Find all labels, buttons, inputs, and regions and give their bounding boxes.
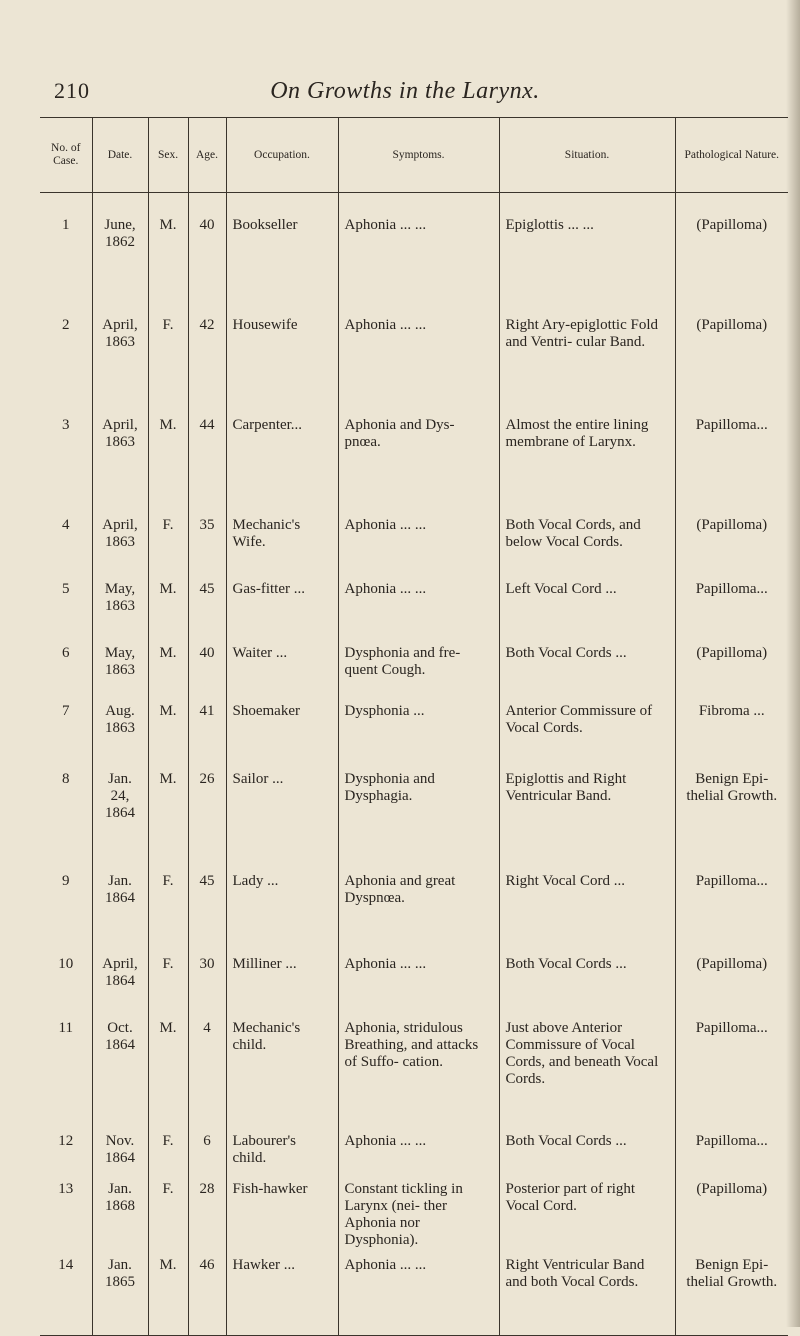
cell-situation: Both Vocal Cords, and below Vocal Cords. xyxy=(499,509,675,573)
cell-sex: F. xyxy=(148,948,188,1012)
cell-sex: M. xyxy=(148,1249,188,1336)
cell-symptoms: Constant tickling in Larynx (nei- ther Aphonia nor Dysphonia). xyxy=(338,1173,499,1249)
cell-pathological: (Papilloma) xyxy=(675,637,788,695)
cell-age: 42 xyxy=(188,309,226,409)
cell-pathological: Benign Epi- thelial Growth. xyxy=(675,1249,788,1336)
cell-date: Jan. 1865 xyxy=(92,1249,148,1336)
cell-occupation: Waiter ... xyxy=(226,637,338,695)
cell-no: 11 xyxy=(58,1020,73,1036)
cell-date: Aug. 1863 xyxy=(92,695,148,763)
table-row xyxy=(40,763,788,865)
cell-pathological: Papilloma... xyxy=(675,409,788,509)
col-header-pathological: Pathological Nature. xyxy=(675,118,788,193)
cell-no: 2 xyxy=(62,317,70,333)
col-header-occupation: Occupation. xyxy=(226,118,338,193)
cell-occupation: Sailor ... xyxy=(226,763,338,865)
cell-no: 9 xyxy=(62,873,70,889)
page-header xyxy=(40,78,770,118)
cell-situation: Both Vocal Cords ... xyxy=(499,637,675,695)
cell-situation: Right Ary-epiglottic Fold and Ventri- cular Band. xyxy=(499,309,675,409)
table-row xyxy=(40,1125,788,1173)
cell-situation: Almost the entire lining membrane of Larynx. xyxy=(499,409,675,509)
cell-age: 28 xyxy=(188,1173,226,1249)
cell-sex: F. xyxy=(148,309,188,409)
col-header-sex: Sex. xyxy=(148,118,188,193)
cell-no: 5 xyxy=(62,581,70,597)
cell-occupation: Labourer's child. xyxy=(226,1125,338,1173)
table-row xyxy=(40,1012,788,1125)
cell-age: 45 xyxy=(188,865,226,948)
cell-pathological: Benign Epi- thelial Growth. xyxy=(675,763,788,865)
cell-situation: Just above Anterior Commissure of Vocal Cords, and beneath Vocal Cords. xyxy=(499,1012,675,1125)
cell-occupation: Lady ... xyxy=(226,865,338,948)
cell-sex: F. xyxy=(148,865,188,948)
cell-symptoms: Aphonia ... ... xyxy=(338,948,499,1012)
cell-no: 13 xyxy=(58,1181,74,1197)
cell-age: 46 xyxy=(188,1249,226,1336)
cell-sex: M. xyxy=(148,637,188,695)
table-row xyxy=(40,1173,788,1249)
cell-situation: Both Vocal Cords ... xyxy=(499,1125,675,1173)
col-header-age: Age. xyxy=(188,118,226,193)
cell-symptoms: Aphonia and great Dyspnœa. xyxy=(338,865,499,948)
cell-symptoms: Dysphonia ... xyxy=(338,695,499,763)
cell-no: 7 xyxy=(62,703,70,719)
cell-pathological: (Papilloma) xyxy=(675,509,788,573)
cell-age: 40 xyxy=(188,193,226,310)
cell-sex: M. xyxy=(148,763,188,865)
cell-symptoms: Aphonia ... ... xyxy=(338,193,499,310)
cell-sex: F. xyxy=(148,1125,188,1173)
table-row xyxy=(40,695,788,763)
cell-no: 10 xyxy=(58,956,74,972)
cell-no: 3 xyxy=(62,417,70,433)
cell-date: Jan. 24, 1864 xyxy=(92,763,148,865)
cell-occupation: Gas-fitter ... xyxy=(226,573,338,637)
cell-pathological: Fibroma ... xyxy=(675,695,788,763)
cell-sex: F. xyxy=(148,509,188,573)
cell-pathological: Papilloma... xyxy=(675,1012,788,1125)
table-row xyxy=(40,509,788,573)
table-row xyxy=(40,573,788,637)
cell-situation: Epiglottis ... ... xyxy=(499,193,675,310)
cell-age: 26 xyxy=(188,763,226,865)
cell-date: Jan. 1864 xyxy=(92,865,148,948)
table-header-row xyxy=(40,118,788,193)
cell-age: 30 xyxy=(188,948,226,1012)
cell-situation: Epiglottis and Right Ventricular Band. xyxy=(499,763,675,865)
cell-age: 40 xyxy=(188,637,226,695)
col-header-symptoms: Symptoms. xyxy=(338,118,499,193)
cell-situation: Right Vocal Cord ... xyxy=(499,865,675,948)
cell-pathological: Papilloma... xyxy=(675,1125,788,1173)
cell-occupation: Housewife xyxy=(226,309,338,409)
cell-date: Jan. 1868 xyxy=(92,1173,148,1249)
page-number: 210 xyxy=(54,78,90,103)
table-row xyxy=(40,409,788,509)
cell-occupation: Milliner ... xyxy=(226,948,338,1012)
cell-sex: M. xyxy=(148,695,188,763)
cell-symptoms: Aphonia ... ... xyxy=(338,509,499,573)
cell-symptoms: Aphonia ... ... xyxy=(338,573,499,637)
cell-no: 8 xyxy=(62,771,70,787)
cell-sex: M. xyxy=(148,573,188,637)
cell-pathological: (Papilloma) xyxy=(675,948,788,1012)
cell-no: 1 xyxy=(62,217,70,233)
cell-age: 35 xyxy=(188,509,226,573)
cell-age: 6 xyxy=(188,1125,226,1173)
cell-situation: Both Vocal Cords ... xyxy=(499,948,675,1012)
cell-occupation: Mechanic's Wife. xyxy=(226,509,338,573)
cell-age: 4 xyxy=(188,1012,226,1125)
cell-date: Oct. 1864 xyxy=(92,1012,148,1125)
cell-occupation: Shoemaker xyxy=(226,695,338,763)
table-row xyxy=(40,309,788,409)
cell-sex: M. xyxy=(148,1012,188,1125)
cell-occupation: Mechanic's child. xyxy=(226,1012,338,1125)
cell-situation: Left Vocal Cord ... xyxy=(499,573,675,637)
cell-no: 14 xyxy=(40,1249,92,1336)
cell-no: 4 xyxy=(62,517,70,533)
cell-sex: M. xyxy=(148,409,188,509)
table-row xyxy=(40,1249,788,1336)
table-row xyxy=(40,637,788,695)
cases-table xyxy=(40,117,788,1336)
cell-date: May, 1863 xyxy=(92,637,148,695)
cell-no: 12 xyxy=(58,1133,74,1149)
cell-symptoms: Aphonia ... ... xyxy=(338,1249,499,1336)
cell-date: April, 1863 xyxy=(92,309,148,409)
col-header-situation: Situation. xyxy=(499,118,675,193)
page-edge-shadow xyxy=(786,0,800,1327)
cell-date: May, 1863 xyxy=(92,573,148,637)
cell-situation: Right Ventricular Band and both Vocal Cords. xyxy=(499,1249,675,1336)
cell-occupation: Bookseller xyxy=(226,193,338,310)
table-row xyxy=(40,193,788,310)
cell-age: 44 xyxy=(188,409,226,509)
cell-symptoms: Dysphonia and Dysphagia. xyxy=(338,763,499,865)
col-header-no: No. of Case. xyxy=(40,118,92,193)
cell-date: April, 1864 xyxy=(92,948,148,1012)
cell-no: 6 xyxy=(62,645,70,661)
table-row xyxy=(40,948,788,1012)
cell-symptoms: Aphonia ... ... xyxy=(338,1125,499,1173)
cell-date: June, 1862 xyxy=(92,193,148,310)
cell-occupation: Carpenter... xyxy=(226,409,338,509)
cell-pathological: (Papilloma) xyxy=(675,193,788,310)
cell-date: April, 1863 xyxy=(92,509,148,573)
cell-age: 41 xyxy=(188,695,226,763)
cell-situation: Posterior part of right Vocal Cord. xyxy=(499,1173,675,1249)
running-title: On Growths in the Larynx. xyxy=(270,78,540,104)
table-row xyxy=(40,865,788,948)
cell-sex: F. xyxy=(148,1173,188,1249)
cell-sex: M. xyxy=(148,193,188,310)
cell-symptoms: Aphonia and Dys- pnœa. xyxy=(338,409,499,509)
col-header-date: Date. xyxy=(92,118,148,193)
cell-occupation: Hawker ... xyxy=(226,1249,338,1336)
cell-pathological: Papilloma... xyxy=(675,865,788,948)
cell-pathological: Papilloma... xyxy=(675,573,788,637)
cell-pathological: (Papilloma) xyxy=(675,309,788,409)
cell-date: April, 1863 xyxy=(92,409,148,509)
cell-situation: Anterior Commissure of Vocal Cords. xyxy=(499,695,675,763)
cell-pathological: (Papilloma) xyxy=(675,1173,788,1249)
cell-age: 45 xyxy=(188,573,226,637)
cell-occupation: Fish-hawker xyxy=(226,1173,338,1249)
cell-date: Nov. 1864 xyxy=(92,1125,148,1173)
cell-symptoms: Dysphonia and fre- quent Cough. xyxy=(338,637,499,695)
cell-symptoms: Aphonia ... ... xyxy=(338,309,499,409)
cell-symptoms: Aphonia, stridulous Breathing, and attacks of Suffo- cation. xyxy=(338,1012,499,1125)
